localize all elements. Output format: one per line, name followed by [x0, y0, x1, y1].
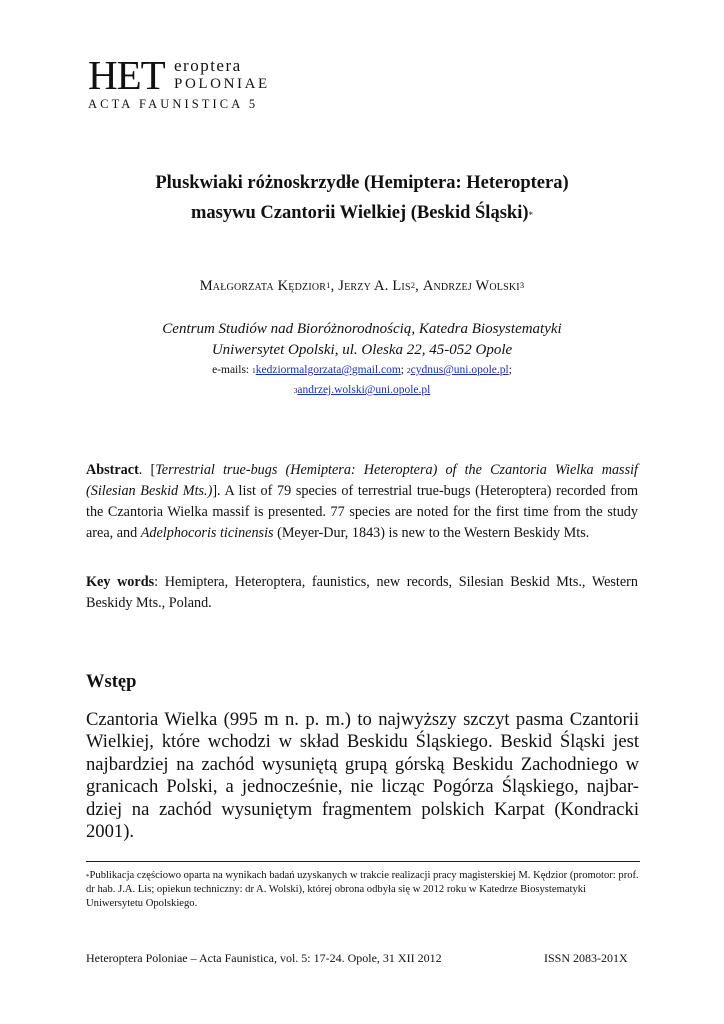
author-list: Małgorzata Kędzior$^1$, Jerzy A. Lis$^2$, Andrzej Wolski$^3$ — [199, 278, 525, 294]
author-name: Jerzy A. Lis — [338, 278, 411, 294]
affiliation — [60, 319, 664, 361]
section-body: Czantoria Wielka (995 m n. p. m.) to najwyższy szczyt pasma Czantorii Wielkiej, które wchodzi w skład Beskidu Śląskiego. Beskid Śląski jest najbardziej na zachód wysuniętą grupą górską Beskidu Zachodniego w granicach Polski, a jednocześnie, nie licząc Pogórza Śląskiego, najbar-dziej na zachód wysuniętym fragmentem polskich Karpat (Kondracki 2001). — [86, 709, 639, 843]
logo-eroptera: eroptera — [174, 56, 242, 75]
logo-poloniae: POLONIAE — [174, 76, 270, 92]
email-number: 1 — [252, 366, 256, 375]
footnote-marker: * — [86, 873, 90, 881]
email-line-1 — [60, 360, 664, 380]
keywords-text: Hemiptera, Heteroptera, faunistics, new records, Silesian Beskid Mts., Western Beskidy Mts., Poland. — [86, 574, 638, 611]
title-line-2 — [60, 198, 664, 228]
abstract: Abstract. [Terrestrial true-bugs (Hemiptera: Heteroptera) of the Czantoria Wielka massif (Silesian Beskid Mts.)]. A list of 79 species of terrestrial true-bugs (Heteroptera) recorded from the Czantoria Wielka massif is presented. 77 species are noted for the first time from the study area, and Adelphocoris ticinensis (Meyer-Dur, 1843) is new to the Western Beskidy Mts. — [86, 462, 638, 541]
email-number: 2 — [406, 366, 411, 375]
abstract-translated-title: Terrestrial true-bugs (Hemiptera: Heteroptera) of the Czantoria Wielka massif (Silesian Beskid Mts.) — [86, 462, 638, 499]
email-block — [60, 360, 664, 400]
email-link[interactable]: andrzej.wolski@uni.opole.pl — [297, 384, 431, 396]
affiliation-line-2: Uniwersytet Opolski, ul. Oleska 22, 45-052 Opole — [211, 342, 513, 358]
footer-citation: Heteroptera Poloniae – Acta Faunistica, vol. 5: 17-24. Opole, 31 XII 2012 — [86, 951, 442, 965]
keywords-label: Key words — [86, 574, 155, 590]
abstract-label: Abstract — [86, 462, 139, 478]
logo-het: HET — [88, 52, 165, 98]
email-separator: ; — [400, 364, 404, 376]
title-line-2-text: masywu Czantorii Wielkiej (Beskid Śląski) — [191, 203, 529, 223]
title-footnote-marker: * — [528, 210, 533, 220]
email-separator: ; — [508, 364, 512, 376]
paper-title — [60, 168, 664, 228]
email-link[interactable]: kedziormalgorzata@gmail.com — [255, 364, 401, 376]
journal-logo — [88, 52, 288, 115]
title-line-1: Pluskwiaki różnoskrzydłe (Hemiptera: Heteroptera) — [155, 173, 569, 193]
email-line-2 — [60, 380, 664, 400]
author-affil-number: 3 — [519, 280, 525, 290]
email-label: e-mails: — [212, 364, 250, 376]
affiliation-line-1: Centrum Studiów nad Bioróżnorodnością, Katedra Biosystematyki — [162, 321, 562, 337]
email-number: 3 — [293, 386, 298, 395]
author-affil-number: 1 — [326, 280, 331, 290]
email-link[interactable]: cydnus@uni.opole.pl — [410, 364, 509, 376]
footer-issn: ISSN 2083-201X — [544, 951, 628, 965]
logo-acta-faunistica: ACTA FAUNISTICA 5 — [88, 97, 259, 111]
author-affil-number: 2 — [410, 280, 416, 290]
abstract-text-end: (Meyer-Dur, 1843) is new to the Western Beskidy Mts. — [273, 525, 590, 541]
abstract-species: Adelphocoris ticinensis — [140, 525, 274, 541]
footnote-text: Publikacja częściowo oparta na wynikach badań uzyskanych w trakcie realizacji pracy magisterskiej M. Kędzior (promotor: prof. dr hab. J.A. Lis; opiekun techniczny: dr A. Wolski), której obrona odbyła się w 2012 roku w Katedrze Biosystematyki Uniwersytetu Opolskiego. — [86, 870, 639, 909]
footnote — [86, 869, 639, 911]
keywords: Key words: Hemiptera, Heteroptera, faunistics, new records, Silesian Beskid Mts., Western Beskidy Mts., Poland. — [86, 574, 638, 611]
abstract-text: A list of 79 species of terrestrial true-bugs (Heteroptera) recorded from the Czantoria Wielka massif is presented. 77 species are noted for the first time from the study area, and — [86, 483, 638, 541]
footnote-divider — [86, 861, 640, 862]
author-name: Małgorzata Kędzior — [199, 278, 327, 294]
author-name: Andrzej Wolski — [422, 278, 520, 294]
section-heading: Wstęp — [86, 672, 137, 692]
